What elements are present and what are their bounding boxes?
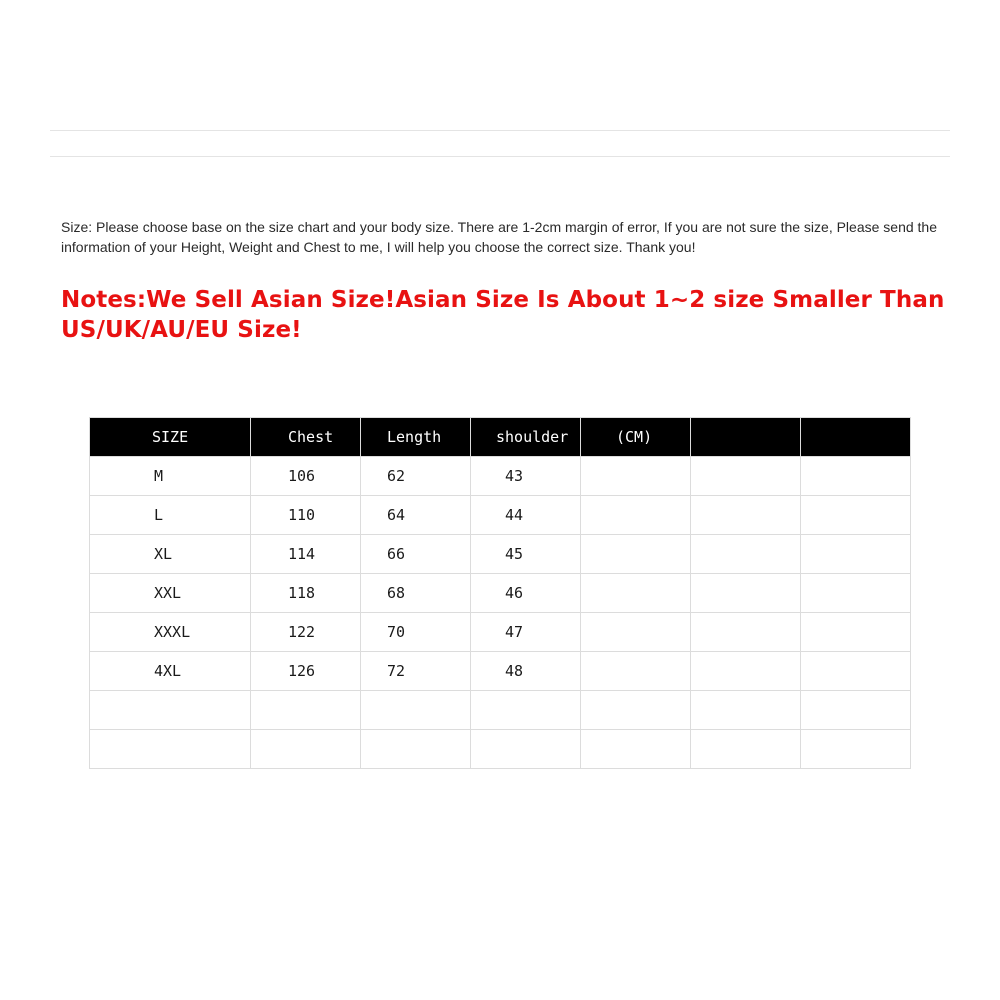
cell-chest: 110 <box>251 496 361 535</box>
cell-length: 64 <box>361 496 471 535</box>
size-instructions: Size: Please choose base on the size chart and your body size. There are 1-2cm margin of error, If you are not sure the size, Please send the information of your Height, Weight and Chest to me, I will help you choose the correct size. Thank you! <box>61 219 937 255</box>
cell-extra <box>581 457 691 496</box>
cell-chest: 114 <box>251 535 361 574</box>
header-empty <box>691 418 801 457</box>
cell-length: 70 <box>361 613 471 652</box>
cell-shoulder: 48 <box>471 652 581 691</box>
cell-chest <box>251 730 361 769</box>
cell-chest: 126 <box>251 652 361 691</box>
cell-extra <box>581 730 691 769</box>
cell-extra <box>801 535 911 574</box>
cell-extra <box>691 613 801 652</box>
cell-length: 72 <box>361 652 471 691</box>
header-length: Length <box>361 418 471 457</box>
cell-chest: 118 <box>251 574 361 613</box>
cell-shoulder: 45 <box>471 535 581 574</box>
cell-size: 4XL <box>90 652 251 691</box>
cell-length <box>361 730 471 769</box>
size-chart-table <box>89 417 911 769</box>
header-empty <box>801 418 911 457</box>
cell-extra <box>801 691 911 730</box>
cell-extra <box>581 613 691 652</box>
cell-size <box>90 691 251 730</box>
cell-extra <box>801 652 911 691</box>
cell-length: 66 <box>361 535 471 574</box>
table-row <box>90 535 911 574</box>
cell-shoulder: 46 <box>471 574 581 613</box>
cell-extra <box>691 496 801 535</box>
header-chest: Chest <box>251 418 361 457</box>
table-row <box>90 496 911 535</box>
cell-extra <box>801 730 911 769</box>
cell-extra <box>691 574 801 613</box>
table-row <box>90 574 911 613</box>
table-header-row <box>90 418 911 457</box>
cell-shoulder <box>471 730 581 769</box>
header-unit: (CM) <box>581 418 691 457</box>
cell-extra <box>801 457 911 496</box>
table-row <box>90 730 911 769</box>
table-row <box>90 613 911 652</box>
asian-size-notice: Notes:We Sell Asian Size!Asian Size Is About 1~2 size Smaller Than US/UK/AU/EU Size! <box>61 287 945 343</box>
cell-chest: 106 <box>251 457 361 496</box>
cell-extra <box>691 535 801 574</box>
cell-length: 68 <box>361 574 471 613</box>
header-shoulder: shoulder <box>471 418 581 457</box>
cell-extra <box>581 691 691 730</box>
table-row <box>90 691 911 730</box>
cell-extra <box>801 613 911 652</box>
cell-size: M <box>90 457 251 496</box>
cell-shoulder: 43 <box>471 457 581 496</box>
cell-extra <box>581 574 691 613</box>
cell-length: 62 <box>361 457 471 496</box>
cell-size: XXXL <box>90 613 251 652</box>
header-size: SIZE <box>90 418 251 457</box>
cell-chest: 122 <box>251 613 361 652</box>
cell-extra <box>691 652 801 691</box>
table-row <box>90 652 911 691</box>
cell-extra <box>691 457 801 496</box>
cell-size: L <box>90 496 251 535</box>
cell-length <box>361 691 471 730</box>
cell-extra <box>691 691 801 730</box>
cell-size: XL <box>90 535 251 574</box>
top-divider <box>50 130 950 131</box>
cell-extra <box>581 535 691 574</box>
cell-shoulder: 47 <box>471 613 581 652</box>
cell-shoulder <box>471 691 581 730</box>
cell-shoulder: 44 <box>471 496 581 535</box>
cell-extra <box>801 574 911 613</box>
table-row <box>90 457 911 496</box>
cell-extra <box>581 496 691 535</box>
cell-extra <box>801 496 911 535</box>
cell-size: XXL <box>90 574 251 613</box>
cell-extra <box>581 652 691 691</box>
cell-chest <box>251 691 361 730</box>
cell-size <box>90 730 251 769</box>
cell-extra <box>691 730 801 769</box>
second-divider <box>50 156 950 157</box>
